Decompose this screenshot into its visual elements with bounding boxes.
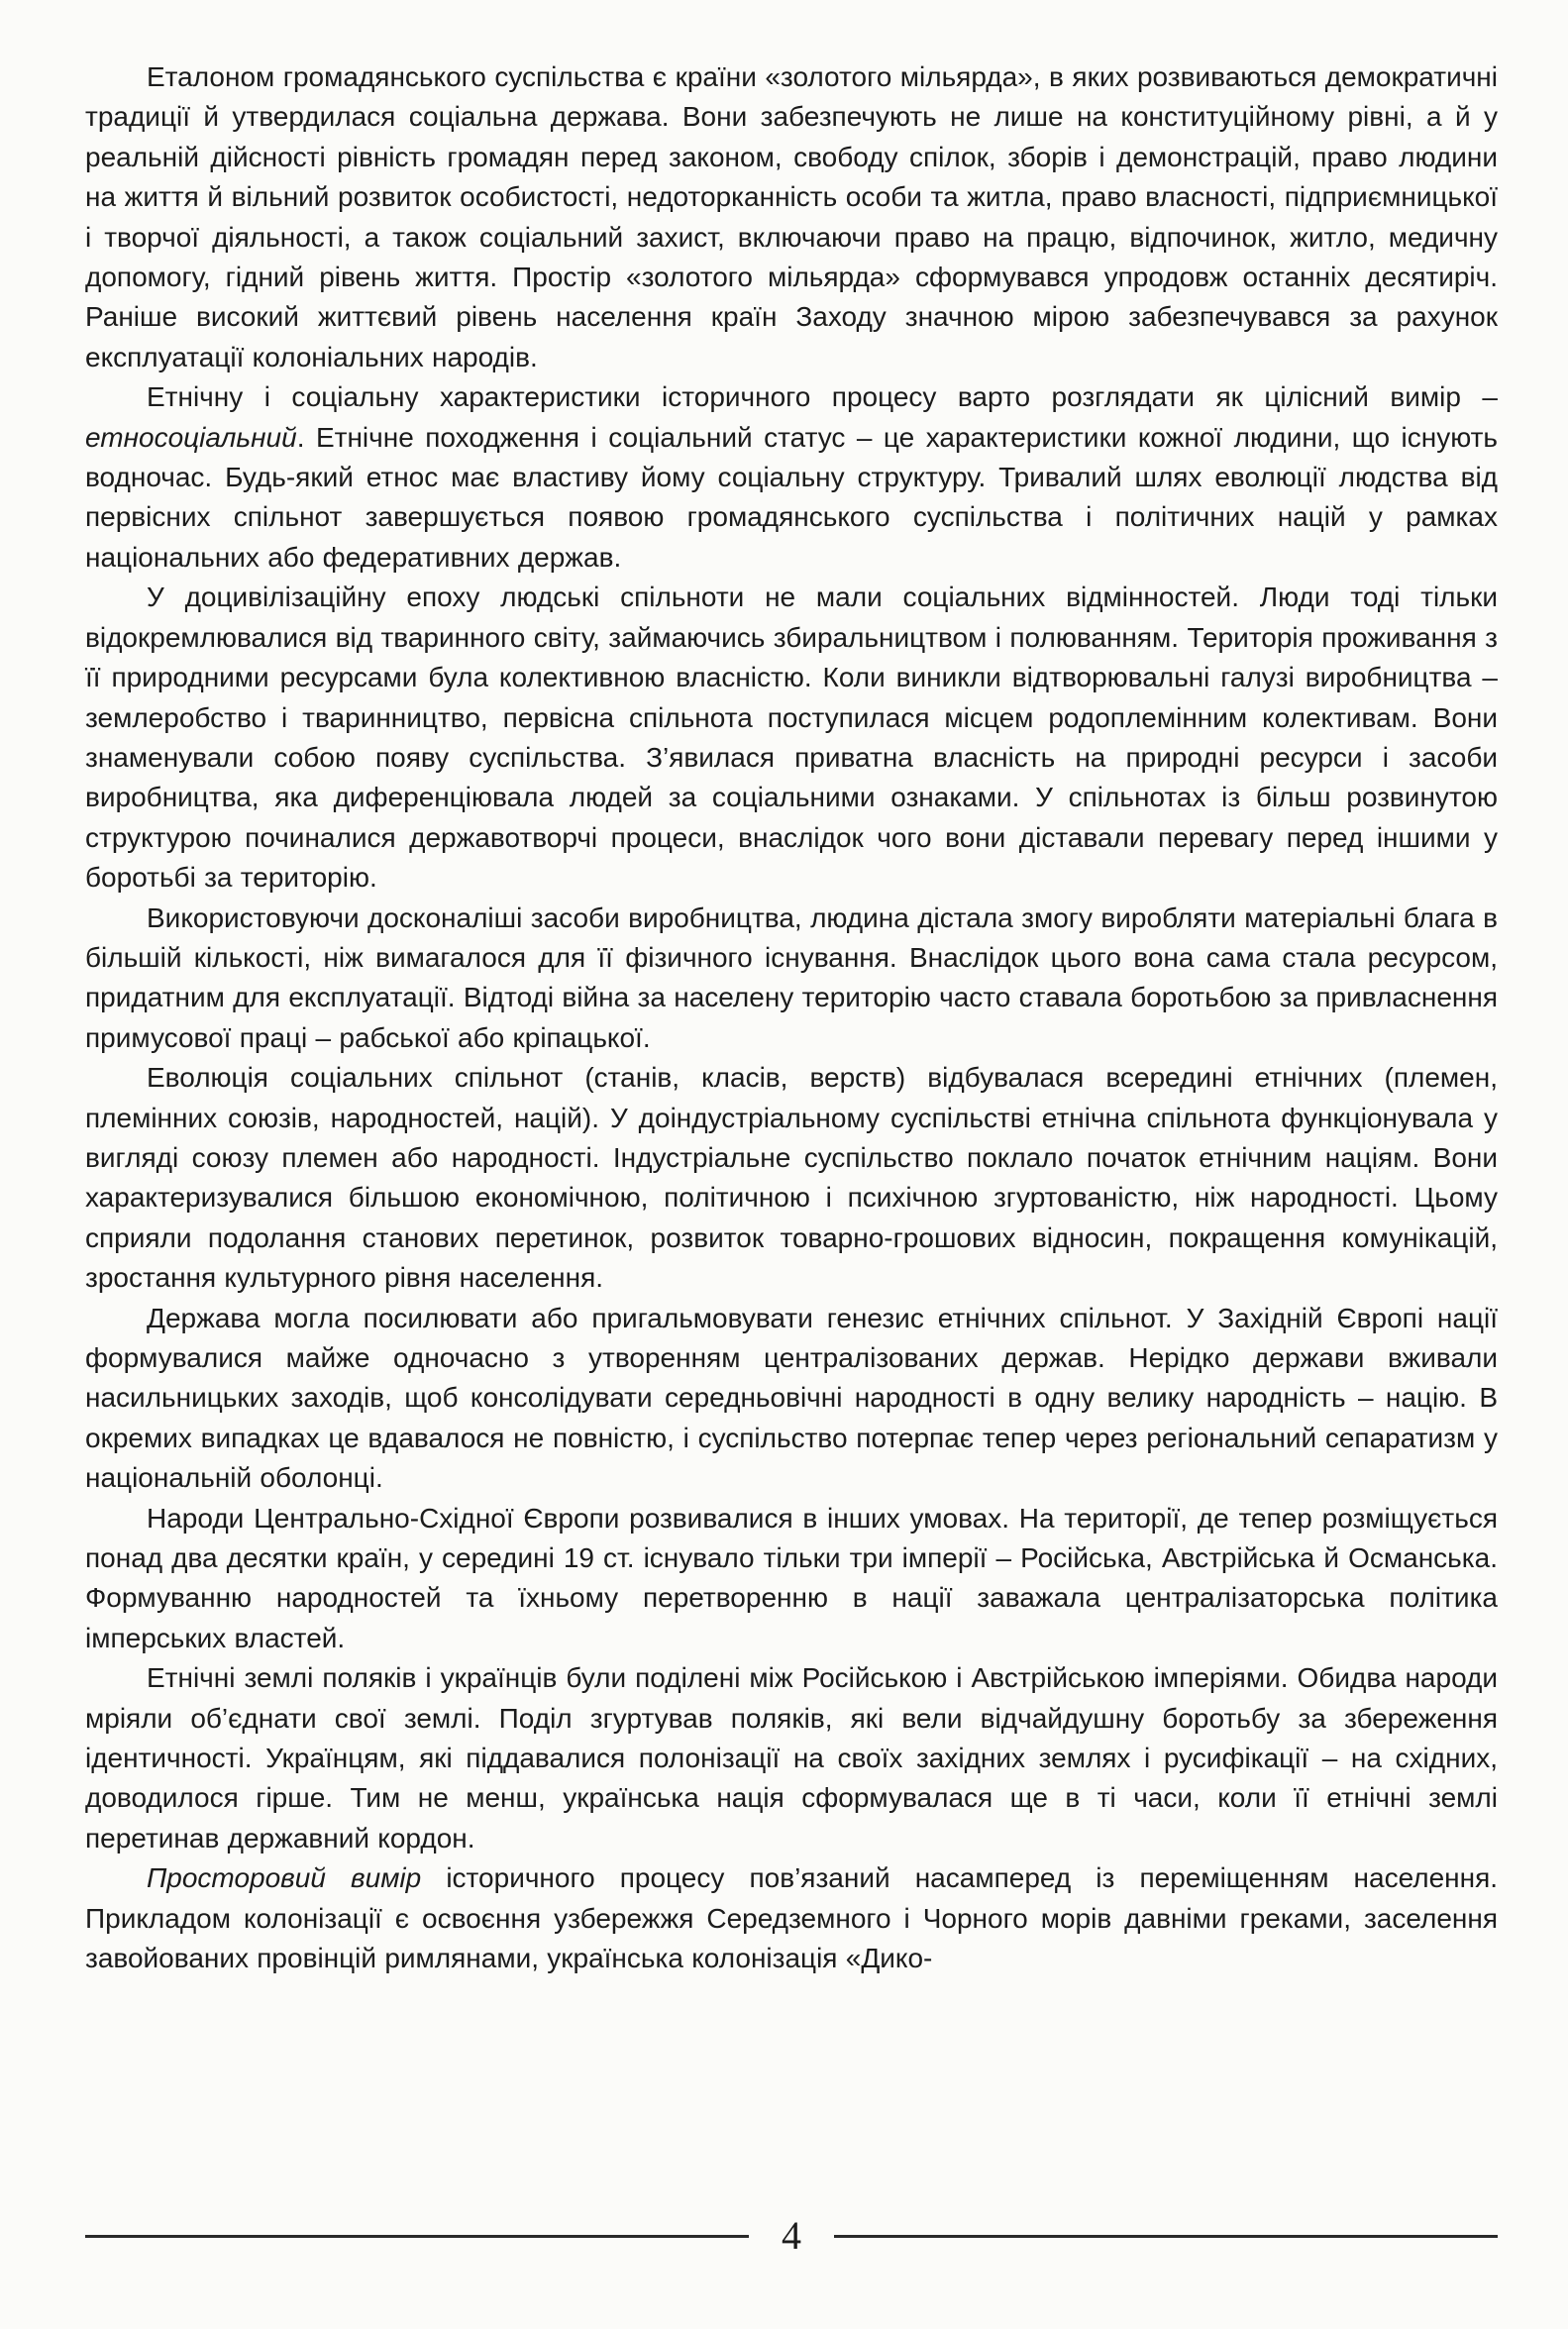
footer-rule-right bbox=[834, 2235, 1498, 2238]
page-number: 4 bbox=[782, 2213, 801, 2258]
paragraph-6 bbox=[85, 1299, 1498, 1499]
paragraph-4 bbox=[85, 899, 1498, 1059]
paragraph-2-text-b: . Етнічне походження і соціальний статус – це характеристики кожної людини, що існують водночас. Будь-який етнос має властиву йому соціальну структуру. Тривалий шлях еволюції людства від первісних спільнот завершується появою громадянського суспільства і політичних націй у рамках національних або федеративних держав. bbox=[85, 421, 1498, 573]
paragraph-3 bbox=[85, 578, 1498, 898]
paragraph-7 bbox=[85, 1499, 1498, 1659]
paragraph-9-emphasis: Просторовий вимір bbox=[147, 1862, 422, 1894]
paragraph-3-text: У доцивілізаційну епоху людські спільноти не мали соціальних відмінностей. Люди тоді тільки відокремлювалися від тваринного світу, займаючись збиральництвом і полюванням. Територія проживання з її природними ресурсами була колективною власністю. Коли виникли відтворювальні галузі виробництва – землеробство і тваринництво, первісна спільнота поступилася місцем родоплемінним колективам. Вони знаменували собою появу суспільства. З’явилася приватна власність на природні ресурси і засоби виробництва, яка диференціювала людей за соціальними ознаками. У спільнотах із більш розвинутою структурою починалися державотворчі процеси, внаслідок чого вони діставали перевагу перед іншими у боротьбі за територію. bbox=[85, 582, 1498, 894]
paragraph-5 bbox=[85, 1058, 1498, 1298]
body-text bbox=[85, 57, 1498, 1979]
footer-rule-left bbox=[85, 2235, 749, 2238]
paragraph-5-text: Еволюція соціальних спільнот (станів, класів, верств) відбувалася всередині етнічних (племен, племінних союзів, народностей, націй). У доіндустріальному суспільстві етнічна спільнота функціонувала у вигляді союзу племен або народності. Індустріальне суспільство поклало початок етнічним націям. Вони характеризувалися більшою економічною, політичною і психічною згуртованістю, ніж народності. Цьому сприяли подолання станових перетинок, розвиток товарно-грошових відносин, покращення комунікацій, зростання культурного рівня населення. bbox=[85, 1062, 1498, 1294]
paragraph-6-text: Держава могла посилювати або пригальмовувати генезис етнічних спільнот. У Західній Європі нації формувалися майже одночасно з утворенням централізованих держав. Нерідко держави вживали насильницьких заходів, щоб консолідувати середньовічні народності в одну велику народність – націю. В окремих випадках це вдавалося не повністю, і суспільство потерпає тепер через регіональний сепаратизм у національній оболонці. bbox=[85, 1302, 1498, 1494]
paragraph-1 bbox=[85, 57, 1498, 377]
paragraph-2-text-a: Етнічну і соціальну характеристики історичного процесу варто розглядати як цілісний вимір – bbox=[147, 381, 1498, 413]
paragraph-8 bbox=[85, 1658, 1498, 1858]
paragraph-9 bbox=[85, 1858, 1498, 1978]
paragraph-2 bbox=[85, 377, 1498, 578]
paragraph-2-emphasis: етносоціальний bbox=[85, 421, 297, 453]
paragraph-4-text: Використовуючи досконаліші засоби виробництва, людина дістала змогу виробляти матеріальні блага в більшій кількості, ніж вимагалося для її фізичного існування. Внаслідок цього вона сама стала ресурсом, придатним для експлуатації. Відтоді війна за населену територію часто ставала боротьбою за привласнення примусової праці – рабської або кріпацької. bbox=[85, 901, 1498, 1053]
paragraph-1-text: Еталоном громадянського суспільства є країни «золотого мільярда», в яких розвиваються демократичні традиції й утвердилася соціальна держава. Вони забезпечують не лише на конституційному рівні, а й у реальній дійсності рівність громадян перед законом, свободу спілок, зборів і демонстрацій, право людини на життя й вільний розвиток особистості, недоторканність особи та житла, право власності, підприємницької і творчої діяльності, а також соціальний захист, включаючи право на працю, відпочинок, житло, медичну допомогу, гідний рівень життя. Простір «золотого мільярда» сформувався упродовж останніх десятиріч. Раніше високий життєвий рівень населення країн Заходу значною мірою забезпечувався за рахунок експлуатації колоніальних народів. bbox=[85, 61, 1498, 372]
paragraph-7-text: Народи Центрально-Східної Європи розвивалися в інших умовах. На території, де тепер розміщується понад два десятки країн, у середині 19 ст. існувало тільки три імперії – Російська, Австрійська й Османська. Формуванню народностей та їхньому перетворенню в нації заважала централізаторська політика імперських властей. bbox=[85, 1502, 1498, 1653]
page-footer bbox=[85, 2211, 1498, 2261]
paragraph-8-text: Етнічні землі поляків і українців були поділені між Російською і Австрійською імперіями. Обидва народи мріяли об’єднати свої землі. Поділ згуртував поляків, які вели відчайдушну боротьбу за збереження ідентичності. Українцям, які піддавалися полонізації на своїх західних землях і русифікації – на східних, доводилося гірше. Тим не менш, українська нація сформувалася ще в ті часи, коли її етнічні землі перетинав державний кордон. bbox=[85, 1662, 1498, 1853]
paragraph-9-text-b: історичного процесу пов’язаний насамперед із переміщенням населення. Прикладом колонізації є освоєння узбережжя Середземного і Чорного морів давніми греками, заселення завойованих провінцій римлянами, українська колонізація «Дико- bbox=[85, 1862, 1499, 1974]
